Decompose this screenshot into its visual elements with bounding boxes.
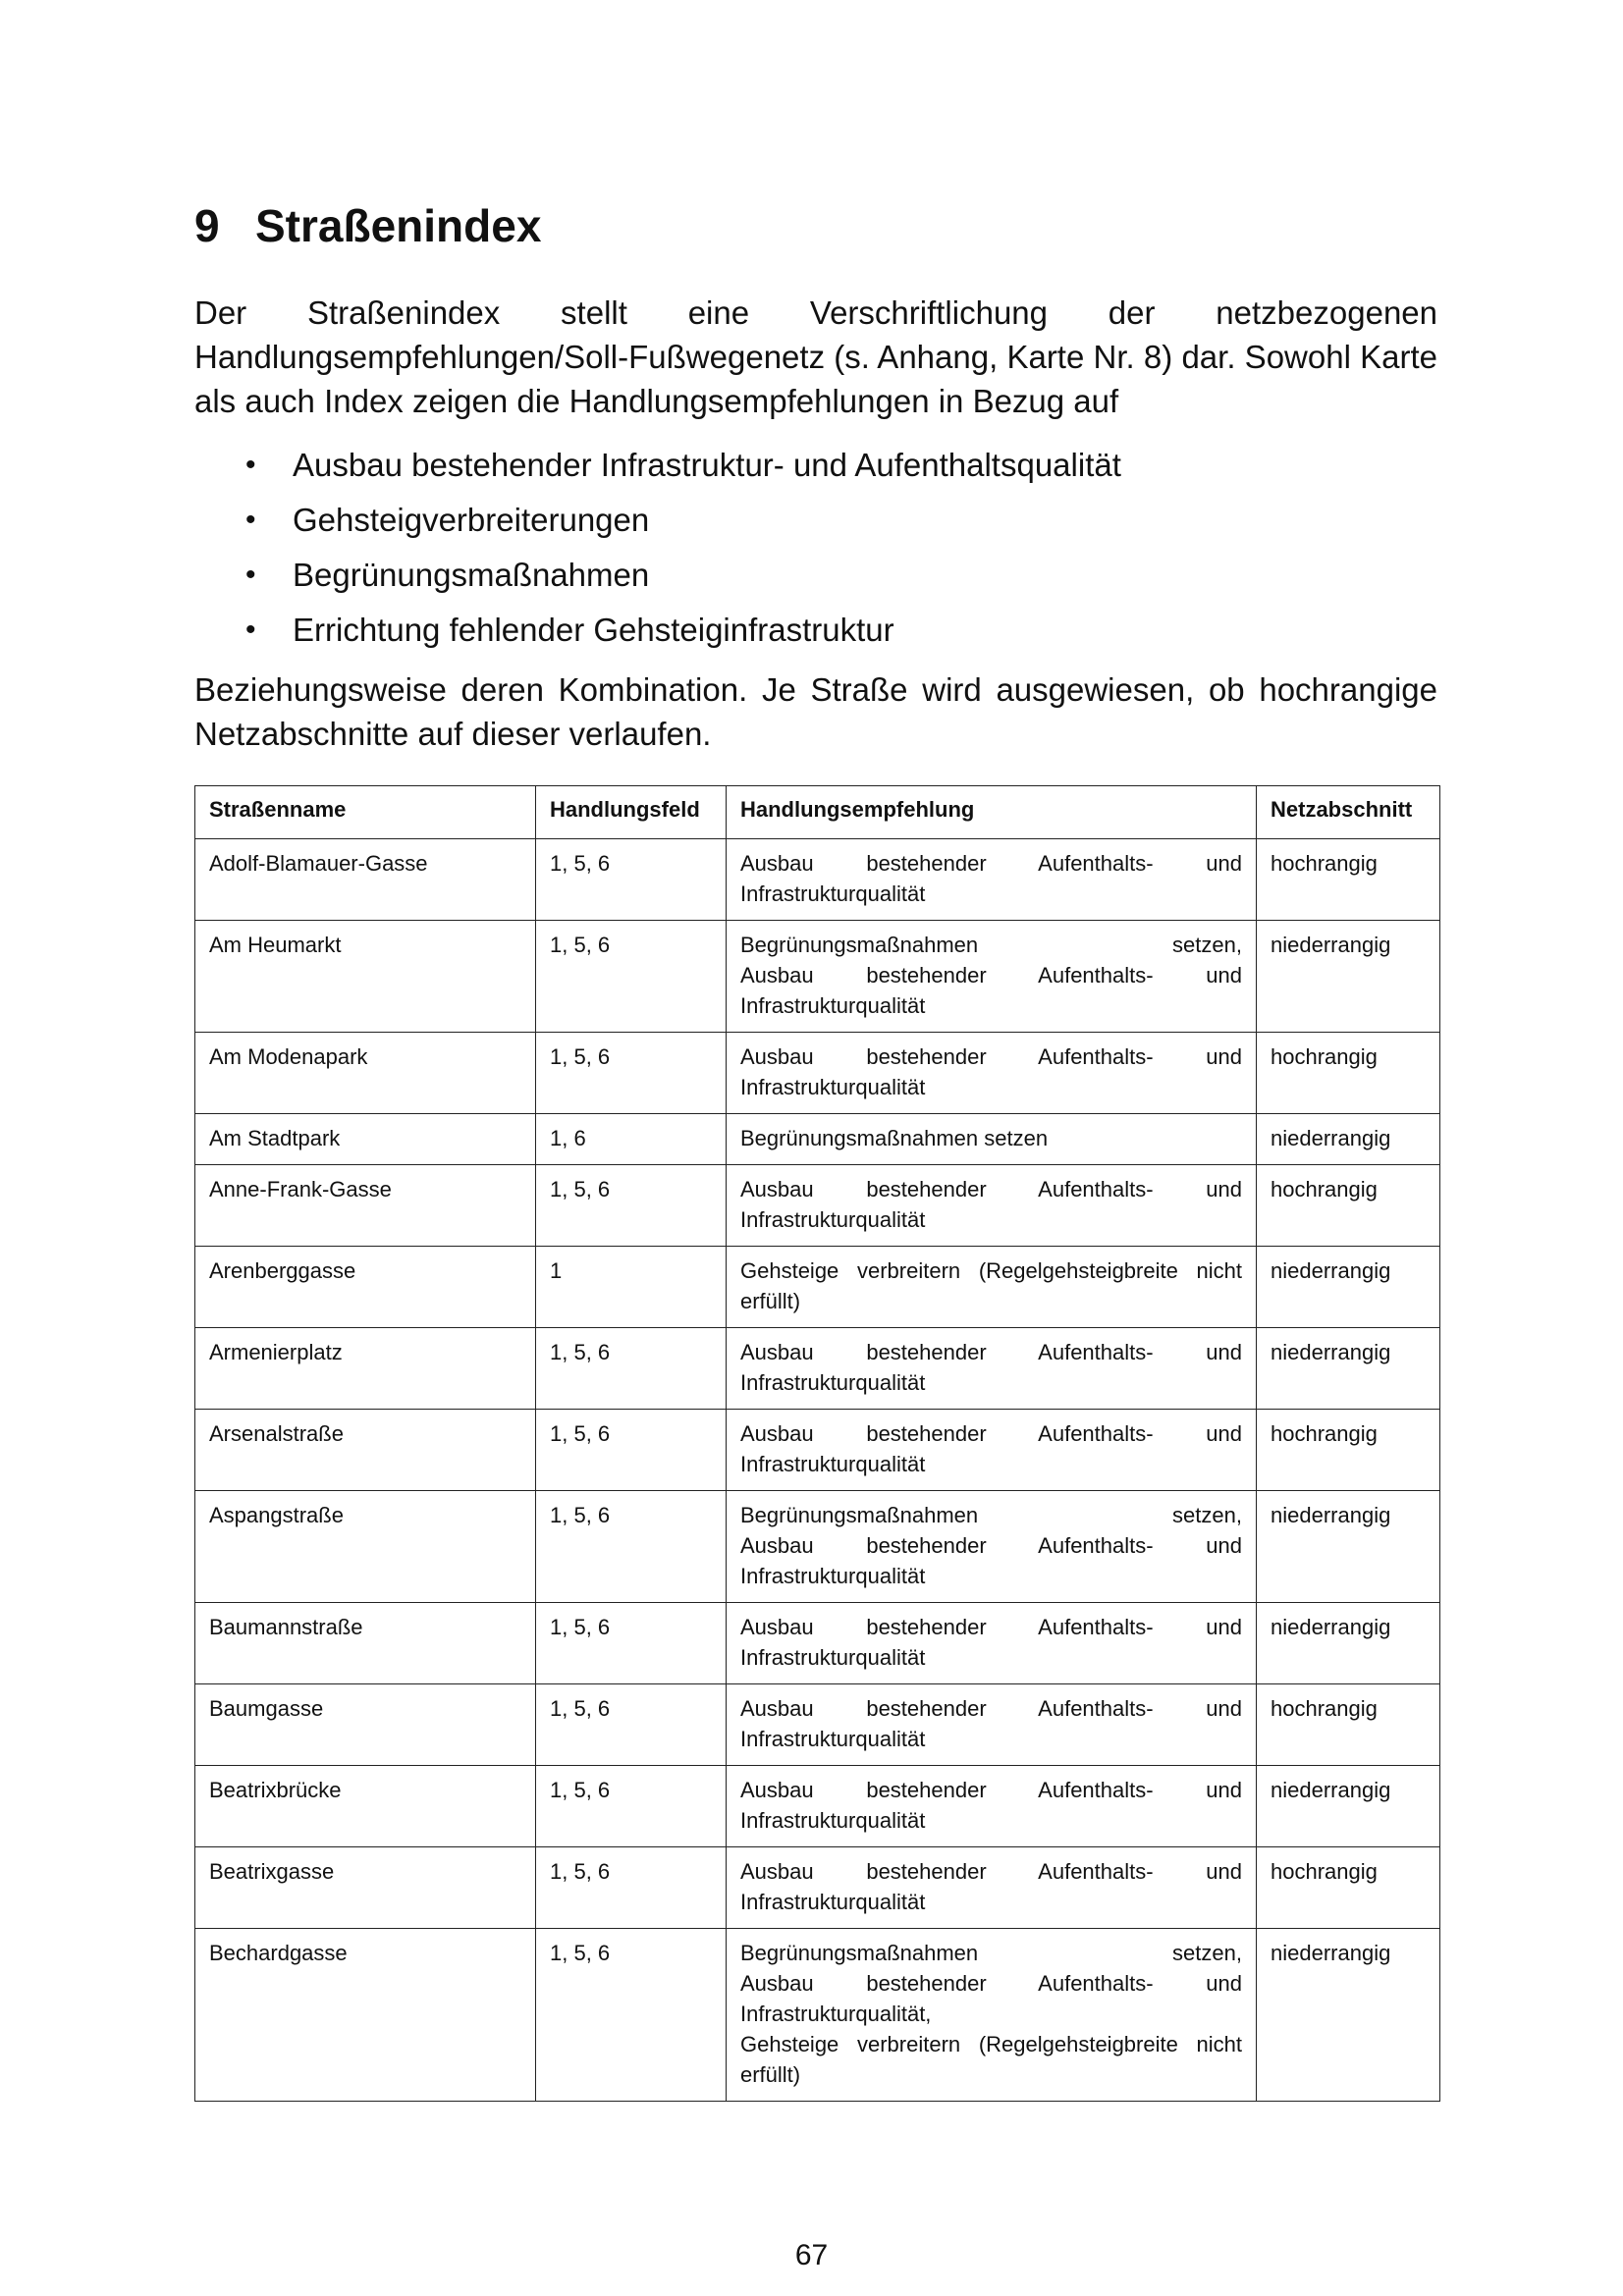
table-row [195,1033,1440,1114]
table-row [195,1847,1440,1929]
intro-paragraph: Der Straßenindex stellt eine Verschriftlichung der netzbezogenen Handlungsempfehlungen/Soll-Fußwegenetz (s. Anhang, Karte Nr. 8) dar. Sowohl Karte als auch Index zeigen die Handlungsempfehlungen in Bezug auf [194,294,1437,419]
table-row [195,1766,1440,1847]
cell-strassenname: Baumannstraße [195,1603,536,1684]
cell-handlungsfeld: 1, 5, 6 [536,1410,727,1491]
cell-handlungsfeld: 1, 5, 6 [536,1929,727,2102]
empfehlung-line: Ausbau bestehender Aufenthalts- und [740,1177,1242,1201]
empfehlung-line: Ausbau bestehender Aufenthalts- und [740,1859,1242,1884]
table-row [195,1165,1440,1247]
empfehlung-line: Infrastrukturqualität [740,1075,926,1099]
bullet-item [194,438,1437,493]
bullet-dot-icon: • [245,614,256,646]
table-header-row [195,786,1440,839]
table-row [195,1491,1440,1603]
empfehlung-line: Ausbau bestehender Aufenthalts- und [740,1421,1242,1446]
empfehlung-line: Infrastrukturqualität [740,1645,926,1670]
cell-handlungsempfehlung [727,1766,1257,1847]
cell-handlungsfeld: 1 [536,1247,727,1328]
cell-handlungsfeld: 1, 5, 6 [536,839,727,921]
cell-strassenname: Arenberggasse [195,1247,536,1328]
cell-handlungsfeld: 1, 5, 6 [536,1491,727,1603]
section-number: 9 [194,200,220,251]
cell-handlungsfeld: 1, 5, 6 [536,1165,727,1247]
cell-handlungsempfehlung [727,1033,1257,1114]
bullet-dot-icon: • [245,559,256,591]
cell-handlungsfeld: 1, 5, 6 [536,1603,727,1684]
table-row [195,1114,1440,1165]
empfehlung-line: Infrastrukturqualität, [740,2002,932,2026]
empfehlung-line: Infrastrukturqualität [740,1890,926,1914]
empfehlung-line: Begrünungsmaßnahmen setzen, [740,1941,1242,1965]
empfehlung-line: Infrastrukturqualität [740,1808,926,1833]
bullet-text: Gehsteigverbreiterungen [293,502,650,538]
outro-paragraph: Beziehungsweise deren Kombination. Je Straße wird ausgewiesen, ob hochrangige Netzabschnitte auf dieser verlaufen. [194,671,1437,752]
empfehlung-line: Begrünungsmaßnahmen setzen [740,1126,1049,1150]
cell-netzabschnitt: niederrangig [1257,1114,1440,1165]
empfehlung-line: Infrastrukturqualität [740,1452,926,1476]
cell-handlungsfeld: 1, 5, 6 [536,921,727,1033]
cell-strassenname: Armenierplatz [195,1328,536,1410]
cell-netzabschnitt: hochrangig [1257,1410,1440,1491]
empfehlung-line: Infrastrukturqualität [740,1564,926,1588]
empfehlung-line: Ausbau bestehender Aufenthalts- und [740,851,1242,876]
empfehlung-line: Begrünungsmaßnahmen setzen, [740,1503,1242,1527]
cell-netzabschnitt: niederrangig [1257,1328,1440,1410]
bullet-text: Errichtung fehlender Gehsteiginfrastruktur [293,612,894,648]
cell-netzabschnitt: niederrangig [1257,1603,1440,1684]
cell-handlungsempfehlung [727,839,1257,921]
empfehlung-line: Ausbau bestehender Aufenthalts- und [740,1696,1242,1721]
cell-netzabschnitt: hochrangig [1257,839,1440,921]
bullet-list [194,438,1437,658]
header-strassenname: Straßenname [195,786,536,839]
empfehlung-line: Ausbau bestehender Aufenthalts- und [740,963,1242,988]
cell-strassenname: Aspangstraße [195,1491,536,1603]
cell-handlungsfeld: 1, 6 [536,1114,727,1165]
cell-handlungsempfehlung [727,1491,1257,1603]
cell-strassenname: Am Modenapark [195,1033,536,1114]
cell-netzabschnitt: niederrangig [1257,1929,1440,2102]
cell-strassenname: Beatrixbrücke [195,1766,536,1847]
empfehlung-line: Ausbau bestehender Aufenthalts- und [740,1615,1242,1639]
bullet-dot-icon: • [245,504,256,536]
empfehlung-line: erfüllt) [740,1289,801,1313]
cell-netzabschnitt: niederrangig [1257,1491,1440,1603]
cell-strassenname: Adolf-Blamauer-Gasse [195,839,536,921]
bullet-text: Begrünungsmaßnahmen [293,557,650,593]
street-index-table [194,785,1440,2102]
table-row [195,1929,1440,2102]
cell-handlungsempfehlung [727,1929,1257,2102]
table-row [195,1247,1440,1328]
cell-handlungsempfehlung [727,1684,1257,1766]
cell-netzabschnitt: niederrangig [1257,921,1440,1033]
table-row [195,1410,1440,1491]
bullet-item [194,493,1437,548]
cell-strassenname: Beatrixgasse [195,1847,536,1929]
cell-strassenname: Anne-Frank-Gasse [195,1165,536,1247]
bullet-item [194,548,1437,603]
bullet-dot-icon: • [245,449,256,481]
empfehlung-line: Infrastrukturqualität [740,881,926,906]
cell-netzabschnitt: niederrangig [1257,1247,1440,1328]
section-heading [194,196,541,255]
cell-handlungsfeld: 1, 5, 6 [536,1684,727,1766]
cell-handlungsfeld: 1, 5, 6 [536,1847,727,1929]
cell-strassenname: Baumgasse [195,1684,536,1766]
cell-handlungsempfehlung [727,1328,1257,1410]
table-row [195,1603,1440,1684]
empfehlung-line: Ausbau bestehender Aufenthalts- und [740,1044,1242,1069]
cell-strassenname: Arsenalstraße [195,1410,536,1491]
cell-handlungsempfehlung [727,1165,1257,1247]
cell-handlungsempfehlung [727,1847,1257,1929]
cell-strassenname: Bechardgasse [195,1929,536,2102]
cell-handlungsempfehlung [727,1410,1257,1491]
empfehlung-line: Ausbau bestehender Aufenthalts- und [740,1971,1242,1996]
empfehlung-line: Infrastrukturqualität [740,993,926,1018]
empfehlung-line: Begrünungsmaßnahmen setzen, [740,933,1242,957]
cell-handlungsempfehlung [727,1247,1257,1328]
empfehlung-line: Gehsteige verbreitern (Regelgehsteigbreite nicht [740,2032,1242,2056]
empfehlung-line: Ausbau bestehender Aufenthalts- und [740,1778,1242,1802]
page-number: 67 [794,2239,829,2271]
cell-handlungsempfehlung [727,1114,1257,1165]
table-body [195,839,1440,2102]
header-handlungsfeld: Handlungsfeld [536,786,727,839]
bullet-item [194,603,1437,658]
cell-netzabschnitt: niederrangig [1257,1766,1440,1847]
empfehlung-line: Infrastrukturqualität [740,1370,926,1395]
empfehlung-line: erfüllt) [740,2062,801,2087]
cell-handlungsfeld: 1, 5, 6 [536,1766,727,1847]
cell-strassenname: Am Stadtpark [195,1114,536,1165]
cell-netzabschnitt: hochrangig [1257,1684,1440,1766]
empfehlung-line: Ausbau bestehender Aufenthalts- und [740,1340,1242,1364]
empfehlung-line: Infrastrukturqualität [740,1207,926,1232]
cell-handlungsfeld: 1, 5, 6 [536,1328,727,1410]
empfehlung-line: Gehsteige verbreitern (Regelgehsteigbreite nicht [740,1258,1242,1283]
table-row [195,921,1440,1033]
cell-netzabschnitt: hochrangig [1257,1033,1440,1114]
header-netzabschnitt: Netzabschnitt [1257,786,1440,839]
empfehlung-line: Infrastrukturqualität [740,1727,926,1751]
cell-handlungsempfehlung [727,1603,1257,1684]
cell-netzabschnitt: hochrangig [1257,1165,1440,1247]
header-handlungsempfehlung: Handlungsempfehlung [727,786,1257,839]
table-row [195,1684,1440,1766]
section-title: Straßenindex [255,200,542,251]
cell-strassenname: Am Heumarkt [195,921,536,1033]
cell-handlungsempfehlung [727,921,1257,1033]
cell-netzabschnitt: hochrangig [1257,1847,1440,1929]
bullet-text: Ausbau bestehender Infrastruktur- und Aufenthaltsqualität [293,447,1121,483]
table-row [195,839,1440,921]
table-row [195,1328,1440,1410]
empfehlung-line: Ausbau bestehender Aufenthalts- und [740,1533,1242,1558]
cell-handlungsfeld: 1, 5, 6 [536,1033,727,1114]
